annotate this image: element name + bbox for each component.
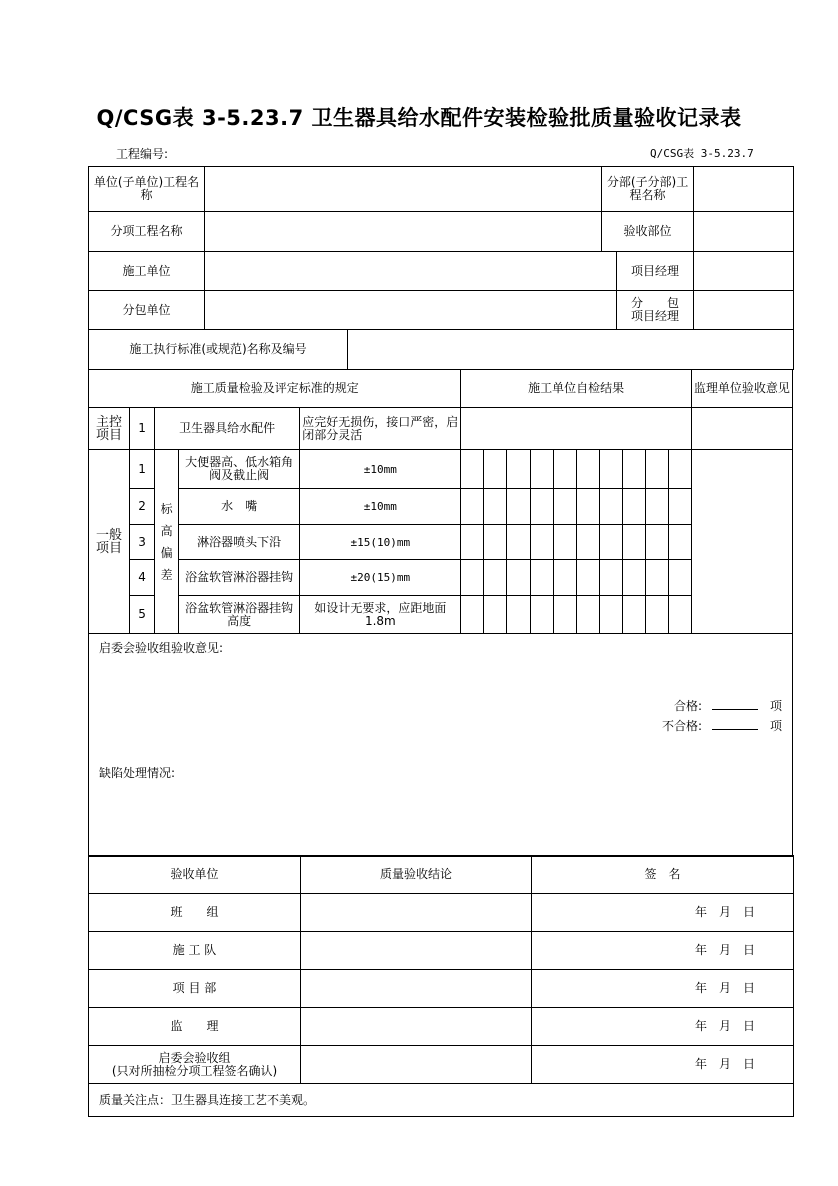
check-cell[interactable]: [599, 560, 622, 596]
standard-label: 施工执行标准(或规范)名称及编号: [89, 330, 348, 370]
signoff-unit: 施 工 队: [89, 932, 301, 970]
contractor-field[interactable]: [205, 252, 617, 291]
general-item-no: 3: [130, 525, 155, 560]
standard-field[interactable]: [348, 330, 794, 370]
check-cell[interactable]: [507, 525, 530, 560]
check-cell[interactable]: [507, 596, 530, 634]
general-item-no: 1: [130, 450, 155, 489]
check-cell[interactable]: [507, 450, 530, 489]
main-item-name: 卫生器具给水配件: [155, 408, 300, 450]
check-cell[interactable]: [622, 596, 645, 634]
sub-part-label: 分部(子分部)工程名称: [602, 167, 694, 212]
contractor-label: 施工单位: [89, 252, 205, 291]
general-item-standard: ±10mm: [300, 450, 461, 489]
supervisor-header: 监理单位验收意见: [691, 370, 792, 408]
header-table: [88, 166, 794, 252]
check-cell[interactable]: [645, 560, 668, 596]
check-cell[interactable]: [645, 450, 668, 489]
conclusion-field[interactable]: [301, 1008, 532, 1046]
col-conclusion-header: 质量验收结论: [301, 856, 532, 894]
check-cell[interactable]: [484, 489, 507, 525]
signoff-unit: 班 组: [89, 894, 301, 932]
check-cell[interactable]: [530, 450, 553, 489]
item-name-field[interactable]: [205, 212, 602, 252]
check-cell[interactable]: [668, 450, 691, 489]
check-cell[interactable]: [599, 596, 622, 634]
sign-date[interactable]: 年 月 日: [532, 932, 794, 970]
spec-header: 施工质量检验及评定标准的规定: [89, 370, 461, 408]
opinion-table: [88, 633, 793, 857]
tolerance-label: 标 高 偏 差: [155, 450, 179, 634]
check-cell[interactable]: [553, 560, 576, 596]
check-cell[interactable]: [507, 560, 530, 596]
pass-count-field[interactable]: [712, 697, 758, 710]
subcontract-label: 分包单位: [89, 291, 205, 330]
check-cell[interactable]: [530, 525, 553, 560]
check-cell[interactable]: [461, 450, 484, 489]
check-cell[interactable]: [553, 489, 576, 525]
general-item-standard: ±10mm: [300, 489, 461, 525]
general-item-no: 2: [130, 489, 155, 525]
sign-date[interactable]: 年 月 日: [532, 894, 794, 932]
main-item-self-check[interactable]: [461, 408, 691, 450]
check-cell[interactable]: [576, 596, 599, 634]
opinion-cell[interactable]: [89, 634, 793, 857]
check-cell[interactable]: [622, 450, 645, 489]
sign-date[interactable]: 年 月 日: [532, 1008, 794, 1046]
signoff-unit: 监 理: [89, 1008, 301, 1046]
general-item-name: 淋浴器喷头下沿: [179, 525, 300, 560]
check-cell[interactable]: [576, 525, 599, 560]
quality-note: 质量关注点：卫生器具连接工艺不美观。: [89, 1084, 794, 1117]
check-cell[interactable]: [668, 525, 691, 560]
accept-part-label: 验收部位: [602, 212, 694, 252]
conclusion-field[interactable]: [301, 932, 532, 970]
general-item-name: 浴盆软管淋浴器挂钩高度: [179, 596, 300, 634]
sign-date[interactable]: 年 月 日: [532, 1046, 794, 1084]
check-cell[interactable]: [461, 489, 484, 525]
check-cell[interactable]: [461, 596, 484, 634]
general-item-standard: ±15(10)mm: [300, 525, 461, 560]
general-item-standard: ±20(15)mm: [300, 560, 461, 596]
check-cell[interactable]: [599, 489, 622, 525]
signoff-table: [88, 855, 794, 1117]
sub-pm-label: 分 包 项目经理: [617, 291, 694, 330]
main-item-supervisor[interactable]: [691, 408, 792, 450]
pass-fail-summary: 合格: 项 不合格: 项: [661, 699, 782, 733]
main-control-label: 主控项目: [89, 408, 130, 450]
signoff-unit: 项 目 部: [89, 970, 301, 1008]
defect-handling-label: 缺陷处理情况:: [99, 766, 176, 780]
check-cell[interactable]: [645, 489, 668, 525]
check-cell[interactable]: [576, 489, 599, 525]
general-item-name: 浴盆软管淋浴器挂钩: [179, 560, 300, 596]
item-name-label: 分项工程名称: [89, 212, 205, 252]
accept-part-field[interactable]: [694, 212, 794, 252]
sub-part-field[interactable]: [694, 167, 794, 212]
contractor-table: [88, 251, 794, 330]
check-cell[interactable]: [668, 596, 691, 634]
check-cell[interactable]: [599, 525, 622, 560]
general-supervisor[interactable]: [691, 450, 792, 634]
check-cell[interactable]: [668, 560, 691, 596]
self-check-header: 施工单位自检结果: [461, 370, 691, 408]
col-unit-header: 验收单位: [89, 856, 301, 894]
check-cell[interactable]: [576, 450, 599, 489]
check-cell[interactable]: [576, 560, 599, 596]
conclusion-field[interactable]: [301, 1046, 532, 1084]
check-cell[interactable]: [530, 489, 553, 525]
check-cell[interactable]: [553, 596, 576, 634]
check-cell[interactable]: [484, 560, 507, 596]
general-label: 一般项目: [89, 450, 130, 634]
check-cell[interactable]: [599, 450, 622, 489]
conclusion-field[interactable]: [301, 970, 532, 1008]
check-cell[interactable]: [461, 525, 484, 560]
check-cell[interactable]: [553, 450, 576, 489]
check-cell[interactable]: [553, 525, 576, 560]
pm-field[interactable]: [694, 252, 794, 291]
conclusion-field[interactable]: [301, 894, 532, 932]
unit-name-label: 单位(子单位)工程名称: [89, 167, 205, 212]
general-item-name: 水 嘴: [179, 489, 300, 525]
form-title: Q/CSG表 3-5.23.7 卫生器具给水配件安装检验批质量验收记录表: [96, 106, 742, 130]
form-code: Q/CSG表 3-5.23.7: [650, 147, 754, 160]
check-cell[interactable]: [530, 560, 553, 596]
subcontract-field[interactable]: [205, 291, 617, 330]
main-item-no: 1: [130, 408, 155, 450]
general-item-no: 5: [130, 596, 155, 634]
pass-label: 合格:: [673, 699, 702, 713]
check-cell[interactable]: [622, 560, 645, 596]
general-item-name: 大便器高、低水箱角阀及截止阀: [179, 450, 300, 489]
col-sign-header: 签 名: [532, 856, 794, 894]
check-cell[interactable]: [530, 596, 553, 634]
committee-opinion-label: 启委会验收组验收意见:: [99, 641, 224, 655]
check-cell[interactable]: [484, 450, 507, 489]
project-number-label: 工程编号:: [116, 147, 169, 161]
check-cell[interactable]: [645, 525, 668, 560]
check-cell[interactable]: [484, 596, 507, 634]
sub-pm-field[interactable]: [694, 291, 794, 330]
signoff-committee: 启委会验收组 (只对所抽检分项工程签名确认): [89, 1046, 301, 1084]
general-item-no: 4: [130, 560, 155, 596]
general-item-standard: 如设计无要求，应距地面1.8m: [300, 596, 461, 634]
fail-label: 不合格:: [661, 719, 702, 733]
inspection-table: [88, 369, 793, 634]
main-item-standard: 应完好无损伤，接口严密，启闭部分灵活: [300, 408, 461, 450]
standard-table: [88, 329, 794, 370]
check-cell[interactable]: [507, 489, 530, 525]
check-cell[interactable]: [484, 525, 507, 560]
check-cell[interactable]: [622, 489, 645, 525]
sign-date[interactable]: 年 月 日: [532, 970, 794, 1008]
check-cell[interactable]: [645, 596, 668, 634]
fail-count-field[interactable]: [712, 717, 758, 730]
pm-label: 项目经理: [617, 252, 694, 291]
unit-name-field[interactable]: [205, 167, 602, 212]
check-cell[interactable]: [668, 489, 691, 525]
check-cell[interactable]: [622, 525, 645, 560]
check-cell[interactable]: [461, 560, 484, 596]
